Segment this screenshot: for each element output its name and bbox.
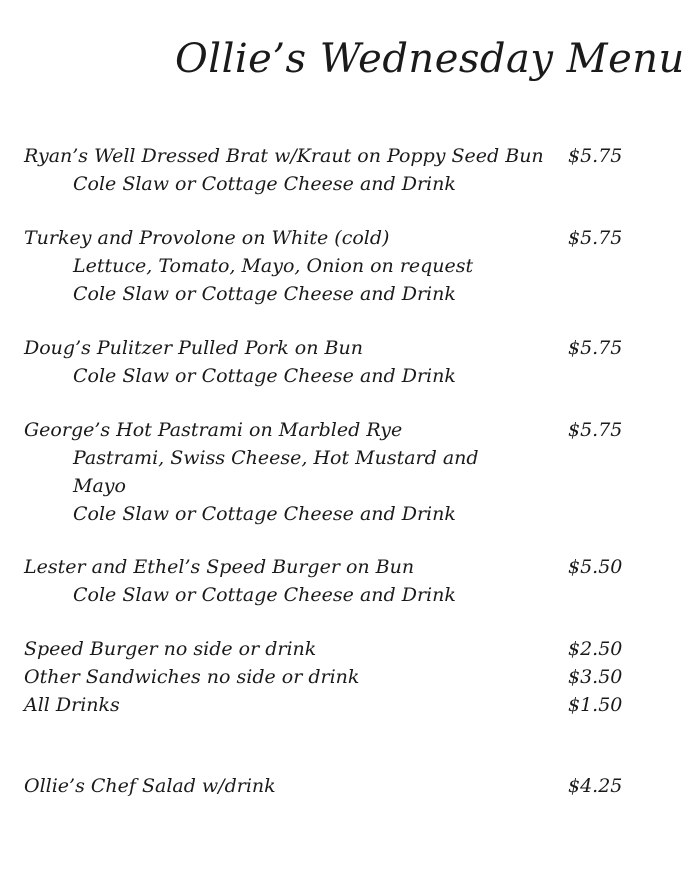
menu-item-price: $5.50 [568,556,623,578]
menu-item-price: $5.75 [568,419,623,441]
menu-item-detail: Cole Slaw or Cottage Cheese and Drink [73,503,456,525]
menu-item-name: Lester and Ethel’s Speed Burger on Bun [24,556,415,578]
menu-item-name: Doug’s Pulitzer Pulled Pork on Bun [24,337,363,359]
menu-item-detail: Pastrami, Swiss Cheese, Hot Mustard and [73,447,479,469]
extra-item-price: $1.50 [568,694,623,716]
extra-item-name: Speed Burger no side or drink [24,638,317,660]
menu-item-name: George’s Hot Pastrami on Marbled Rye [24,419,403,441]
menu-item-detail: Cole Slaw or Cottage Cheese and Drink [73,365,456,387]
menu-title: Ollie’s Wednesday Menu [175,36,685,82]
menu-item-detail: Mayo [73,475,126,497]
extra-item-price: $2.50 [568,638,623,660]
menu-item-detail: Lettuce, Tomato, Mayo, Onion on request [73,255,474,277]
extra-item-price: $3.50 [568,666,623,688]
menu-item-price: $5.75 [568,337,623,359]
menu-item-price: $5.75 [568,227,623,249]
menu-item-name: Ryan’s Well Dressed Brat w/Kraut on Poppy Seed Bun [24,145,544,167]
extra-item-name: All Drinks [24,694,120,716]
salad-item-name: Ollie’s Chef Salad w/drink [24,775,276,797]
menu-item-detail: Cole Slaw or Cottage Cheese and Drink [73,283,456,305]
menu-item-detail: Cole Slaw or Cottage Cheese and Drink [73,173,456,195]
menu-item-name: Turkey and Provolone on White (cold) [24,227,390,249]
menu-item-price: $5.75 [568,145,623,167]
salad-item-price: $4.25 [568,775,623,797]
menu-item-detail: Cole Slaw or Cottage Cheese and Drink [73,584,456,606]
extra-item-name: Other Sandwiches no side or drink [24,666,360,688]
